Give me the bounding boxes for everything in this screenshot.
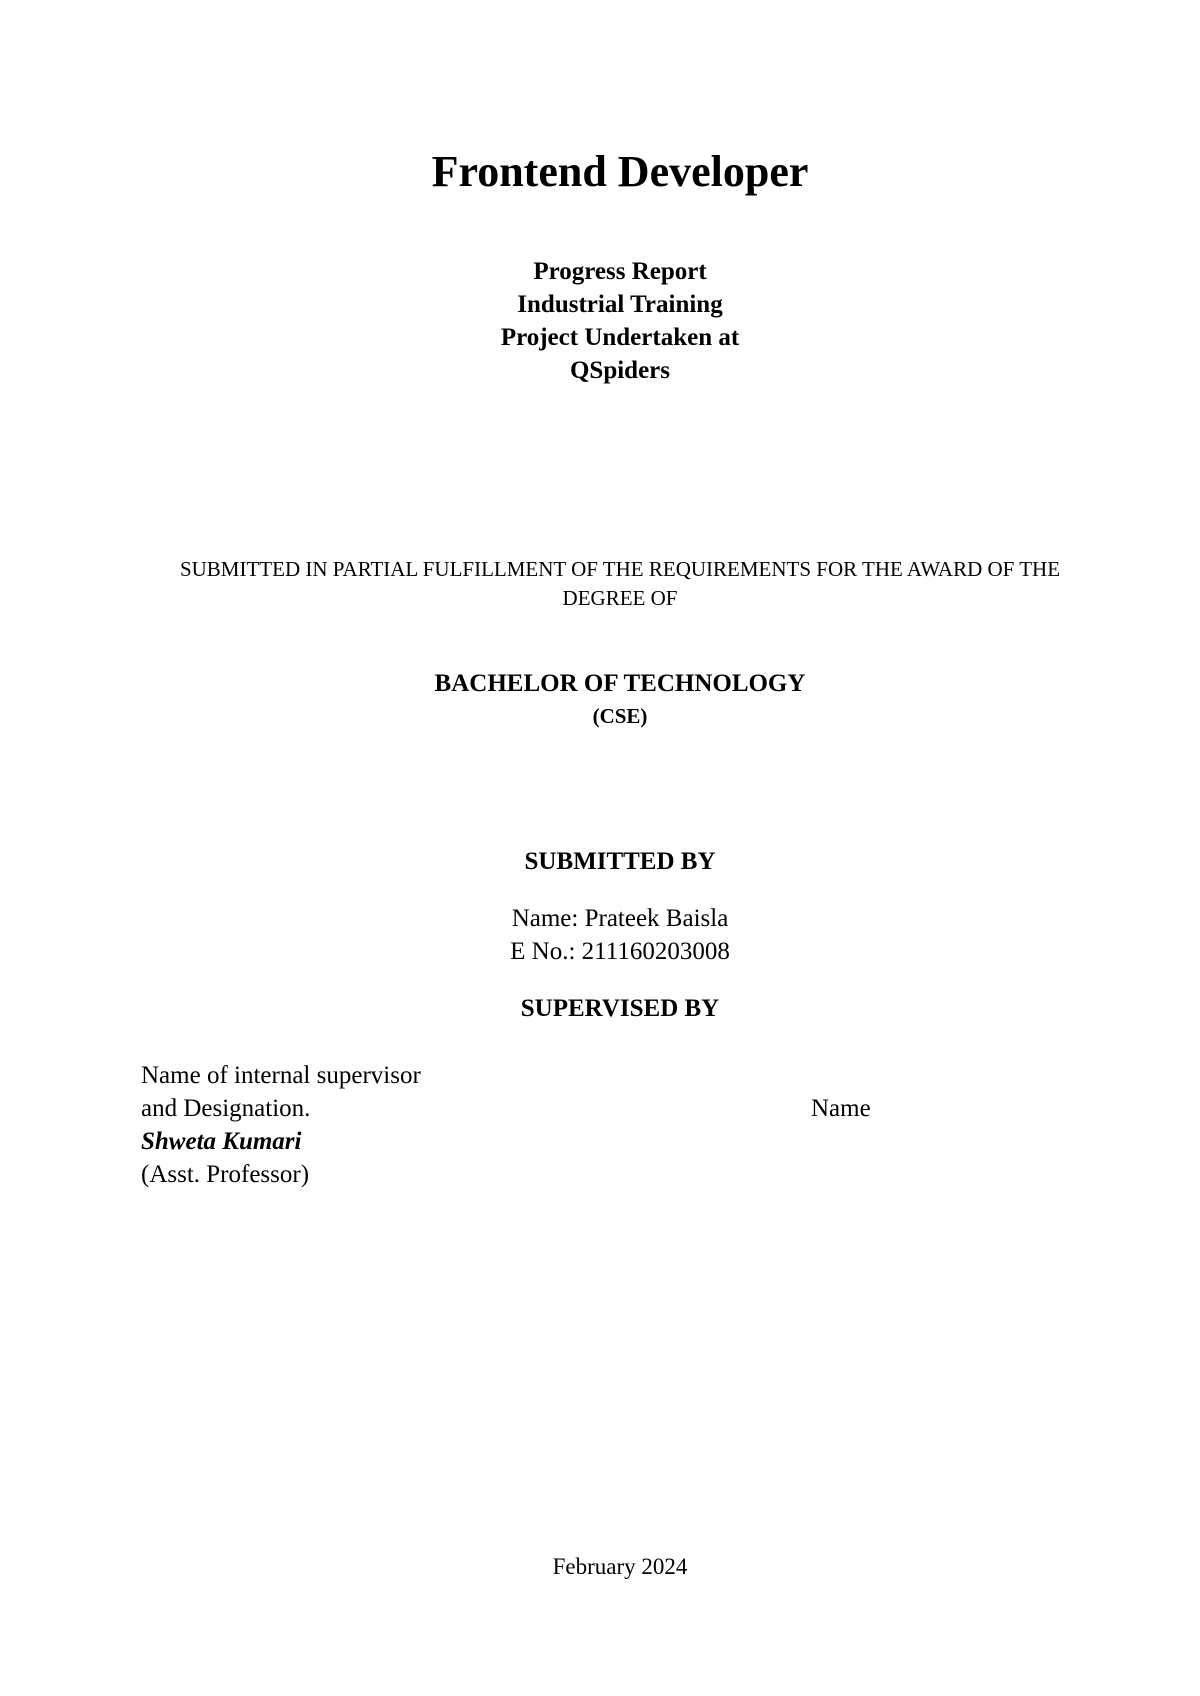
internal-supervisor-label-line2: and Designation. [141, 1095, 311, 1122]
internal-supervisor-designation: (Asst. Professor) [141, 1161, 310, 1188]
internal-supervisor-name: Shweta Kumari [141, 1128, 302, 1155]
supervised-by-heading: SUPERVISED BY [520, 995, 720, 1022]
subtitle-line-report-type: Progress Report [533, 258, 707, 285]
report-title: Frontend Developer [431, 147, 809, 196]
degree-branch: (CSE) [592, 704, 648, 728]
report-subtitle [0, 255, 1200, 387]
student-name: Name: Prateek Baisla [511, 905, 729, 932]
external-supervisor-label: Name [811, 1095, 871, 1122]
submission-statement [0, 555, 1200, 613]
subtitle-line-project: Project Undertaken at [500, 324, 740, 351]
subtitle-line-organization: QSpiders [569, 357, 671, 384]
submission-statement-text: SUBMITTED IN PARTIAL FULFILLMENT OF THE REQUIREMENTS FOR THE AWARD OF THE DEGREE OF [179, 557, 1061, 610]
internal-supervisor-block [141, 1059, 421, 1191]
degree-name: BACHELOR OF TECHNOLOGY [434, 670, 806, 697]
student-enrollment-number: E No.: 211160203008 [510, 938, 730, 965]
subtitle-line-training: Industrial Training [517, 291, 723, 318]
student-details [0, 902, 1200, 968]
submitted-by-heading: SUBMITTED BY [524, 848, 716, 875]
internal-supervisor-label-line1: Name of internal supervisor [141, 1062, 421, 1089]
submission-date: February 2024 [552, 1554, 688, 1579]
